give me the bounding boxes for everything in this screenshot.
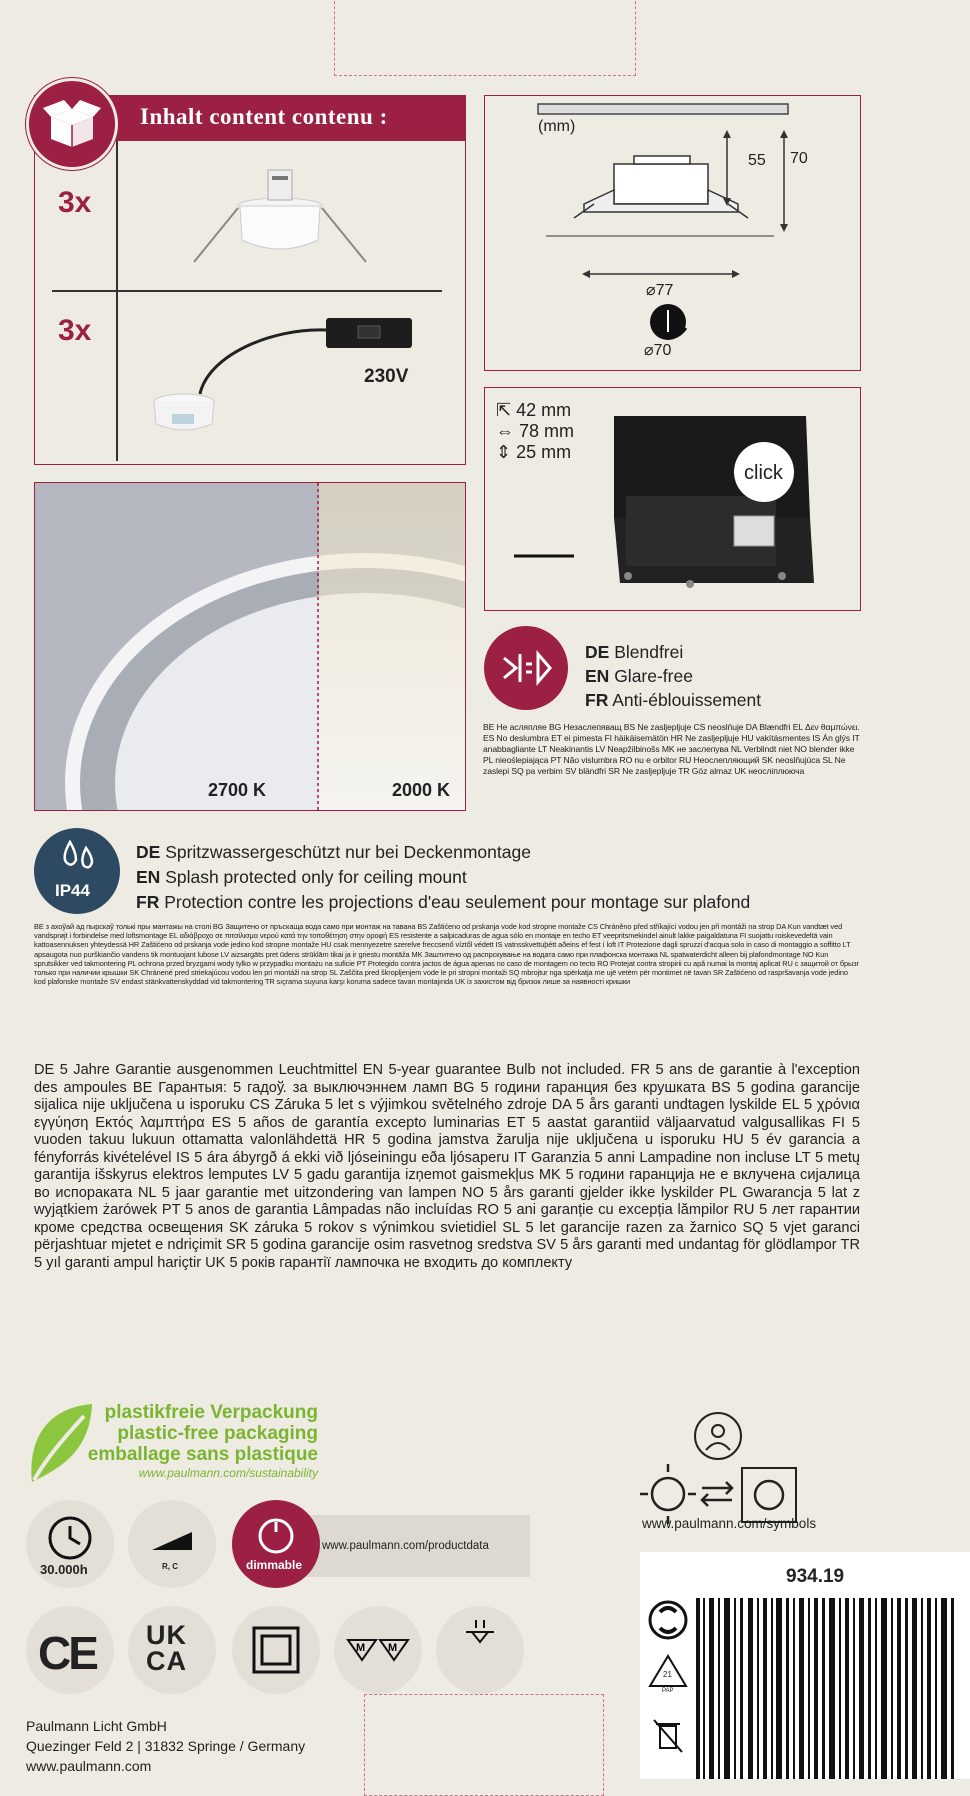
dimension-drawing xyxy=(524,96,834,366)
mm-mark-icon xyxy=(334,1606,422,1694)
content-divider-vertical xyxy=(116,141,118,461)
ukca-mark-icon: UK CA xyxy=(128,1606,216,1694)
ip-text: DE Spritzwassergeschützt nur bei Deckenmontage EN Splash protected only for ceiling mount FR Protection contre les projections d'eau seulement pour montage sur plafond xyxy=(136,842,751,912)
click-label: click xyxy=(744,462,783,484)
spotlight-illustration xyxy=(190,166,370,270)
driver-size-height: ⇕ 25 mm xyxy=(496,442,572,462)
content-divider-horizontal xyxy=(52,290,442,292)
recycle-code: 21 xyxy=(663,1670,672,1679)
dimension-unit: (mm) xyxy=(538,118,576,135)
dimmable-label: dimmable xyxy=(246,1558,303,1572)
water-drops-icon xyxy=(34,828,120,914)
downlight-photo xyxy=(35,483,465,810)
svg-text:M: M xyxy=(388,1642,398,1654)
dimmable-badge xyxy=(232,1500,320,1588)
color-temp-warm: 2700 K xyxy=(208,780,267,800)
insulation-cover-icon xyxy=(436,1606,524,1694)
bin-icon xyxy=(650,1716,686,1756)
dimension-height-b: 70 xyxy=(790,150,808,167)
article-number: 934.19 xyxy=(786,1566,845,1587)
content-title: Inhalt content contenu : xyxy=(140,104,388,129)
company-block xyxy=(26,1716,305,1776)
content-qty-1: 3x xyxy=(58,186,92,219)
company-web[interactable]: www.paulmann.com xyxy=(26,1758,152,1774)
bottom-cutout-tab xyxy=(364,1694,604,1796)
color-temp-warmer: 2000 K xyxy=(392,780,451,800)
driver-box-illustration xyxy=(514,408,814,598)
productdata-url[interactable]: www.paulmann.com/productdata xyxy=(322,1540,489,1552)
arrow-diagonal-icon: ⇱ xyxy=(496,400,517,420)
svg-text:M: M xyxy=(356,1642,366,1654)
glare-free-badge xyxy=(484,626,568,710)
person-warning-icon xyxy=(696,1414,740,1458)
company-name: Paulmann Licht GmbH xyxy=(26,1718,167,1734)
light-photo xyxy=(34,482,466,811)
rc-label: R, C xyxy=(162,1562,178,1571)
voltage-label: 230V xyxy=(364,366,409,387)
symbol-person xyxy=(694,1412,742,1460)
guarantee-text: DE 5 Jahre Garantie ausgenommen Leuchtmittel EN 5-year guarantee Bulb not included. FR 5 ans de garantie à l'exception des ampoules BE Гарантыя: 5 гадоў. за выключэннем ламп BG 5 години гаранция без крушката BS 5 godina garancije sijalica nije uključena u isporuku CS Záruka 5 let s výjimkou světelného zdroje DA 5 års garanti undtagen lyskilde EL 5 χρόνια εγγύηση Εκτός λαμπτήρα ES 5 años de garantía excepto luminarias ET 5 aastat garantiid väljaarvatud valgusallikas FI 5 vuoden takuu lukuun ottamatta valonlähdettä HR 5 godina jamstva žarulja nije uključena u isporuku HU 5 év garancia a fényforrás kivételével IS 5 ára ábyrgð á ekki við ljóseiningu eða ljósaperu IT Garanzia 5 anni Lampadine non incluse LT 5 metų garantija išskyrus elektros lemputes LV 5 gadu garantija izņemot gaismekļus MK 5 години гаранција не е вклучена сијалица во испораката NL 5 jaar garantie met uitzondering van lampen NO 5 års garanti gjelder ikke lyskilder PL Gwarancja 5 lat z wyjątkiem żarówek PT 5 anos de garantia Lâmpadas não incluídas RO 5 ani garanție cu excepția lămpilor RU 5 лет гарантии кроме средства освещения SK záruka 5 rokov s výnimkou svietidiel SL 5 let garancije razen za žarnico SQ 5 vjet garanci përjashtuar mjetet e ndriçimit SR 5 godina garancije osim rasvetnog sredstva SV 5 års garanti med undantag för glödlampor TR 5 yıl garanti ampul hariçtir UK 5 років гарантії лампочка не входить до комплекту xyxy=(34,1062,860,1271)
ip44-badge xyxy=(34,828,120,914)
driver-size-width: ⇔ 78 mm xyxy=(496,421,575,441)
content-qty-2: 3x xyxy=(58,314,92,347)
rc-icon xyxy=(128,1500,216,1588)
box-badge xyxy=(26,78,118,170)
recycle-label: PAP xyxy=(662,1688,674,1694)
plastic-free-text: plastikfreie Verpackung plastic-free packaging emballage sans plastique www.paulmann.com/sustainability xyxy=(87,1402,318,1480)
dimmer-knob-icon xyxy=(232,1500,320,1588)
company-address: Quezinger Feld 2 | 31832 Springe / Germany xyxy=(26,1738,306,1754)
dimension-cutout: ⌀70 xyxy=(644,342,672,359)
lifetime-label: 30.000h xyxy=(40,1562,88,1577)
arrow-horizontal-icon: ⇔ xyxy=(496,421,520,441)
glare-translations: BE Не асляпляе BG Незаслепяващ BS Ne zasljepljuje CS neoslňuje DA Blændfri EL Δεν θαμπώνει. ES No deslumbra ET ei pimesta FI häikäisemätön HR Ne zasljepljuje HU vakításmentes IS Án glýs IT anabbagliante LT Neakinantis LV Neapžilbinošs MK не заслепува NL Verblindt niet NO blender ikke PL nieoślepiająca PT Não vislumbra RO nu e orbitor RU Неослепляющий SK neoslňujúca SL Ne zaslepi SQ pa verbim SV bländfri SR Ne zasljepljuje TR Göz almaz UK неосліплююча xyxy=(483,722,860,776)
protection-class-icon xyxy=(232,1606,320,1694)
glare-text: DE Blendfrei EN Glare-free FR Anti-éblouissement xyxy=(585,642,762,710)
recycling-icon xyxy=(648,1598,688,1642)
symbols-url[interactable]: www.paulmann.com/symbols xyxy=(642,1516,817,1531)
dimension-height-a: 55 xyxy=(748,152,766,169)
arrow-vertical-icon: ⇕ xyxy=(496,442,517,462)
glare-free-icon xyxy=(484,626,568,710)
open-box-icon xyxy=(29,81,115,167)
ce-mark-icon: CE xyxy=(26,1606,114,1694)
ip-translations: BE з ахоўай ад пырскаў толькі пры мантажы на столі BG Защитено от пръскаща вода само при монтаж на тавана BS Zaštićeno od prskanja vode kod stropne montaže CS Chráněno před stříkající vodou jen při montáži na strop DA Kun vandtæt ved vandsprøjt i forbindelse med loftsmontage EL αδιάβροχο σε πιτσίλισμα νερού κατά την τοποθέτηση στην οροφή ES resistente a salpicaduras de agua sólo en montaje en techo ET veepritsmekindel ainult lakke paigaldatuna FI suojattu roiskevedeltä vain kattoasennuksen yhteydessä HR Zaštićeno od prskanja vode jedino kod stropne montaže HU csak mennyezetre szerelve freccsenő víztől védett IS vatnsskvettuþétt aðeins ef fest í loft IT Protezione dagli spruzzi d'acqua solo in caso di montaggio a soffitto LT apsaugota nuo purškiančio vandens tik montuojant lubose LV aizsargāts pret ūdens strūklām tikai ja ir griestu montāža MK Заштитено од распрскување на водата само при плафонска монтажа NL spatwaterdicht alleen bij plafondmontage NO Kun sprutsikker ved takmontering PL ochrona przed bryzgami wody tylko w przypadku montażu na suficie PT Protegido contra jactos de água apenas no caso de montagem no tecto RO Protejat contra stropirii cu apă numai la montaj aplicat RU с защитой от брызг только при наличии крышки SK Chránené pred striekajúcou vodou len pri montáži na strop SL Zaščita pred škropljenjem vode le pri stropni montaži SQ mbrojtur nga spërkatja me ujë vetëm për montimet në tavan SR Zaštićeno od raspršavanja vode jedino kod plafonske montaže SV endast stänkvattenskyddad vid takmontering TR sıçrama suyuna karşı koruma sadece tavan montajında UK із захистом від бризок лише за наявності кришки xyxy=(34,922,860,987)
ip44-label: IP44 xyxy=(55,881,90,900)
barcode xyxy=(694,1598,958,1779)
top-cutout-tab xyxy=(334,0,636,76)
dimension-diameter: ⌀77 xyxy=(646,282,674,299)
driver-size-length: ⇱ 42 mm xyxy=(496,400,572,420)
